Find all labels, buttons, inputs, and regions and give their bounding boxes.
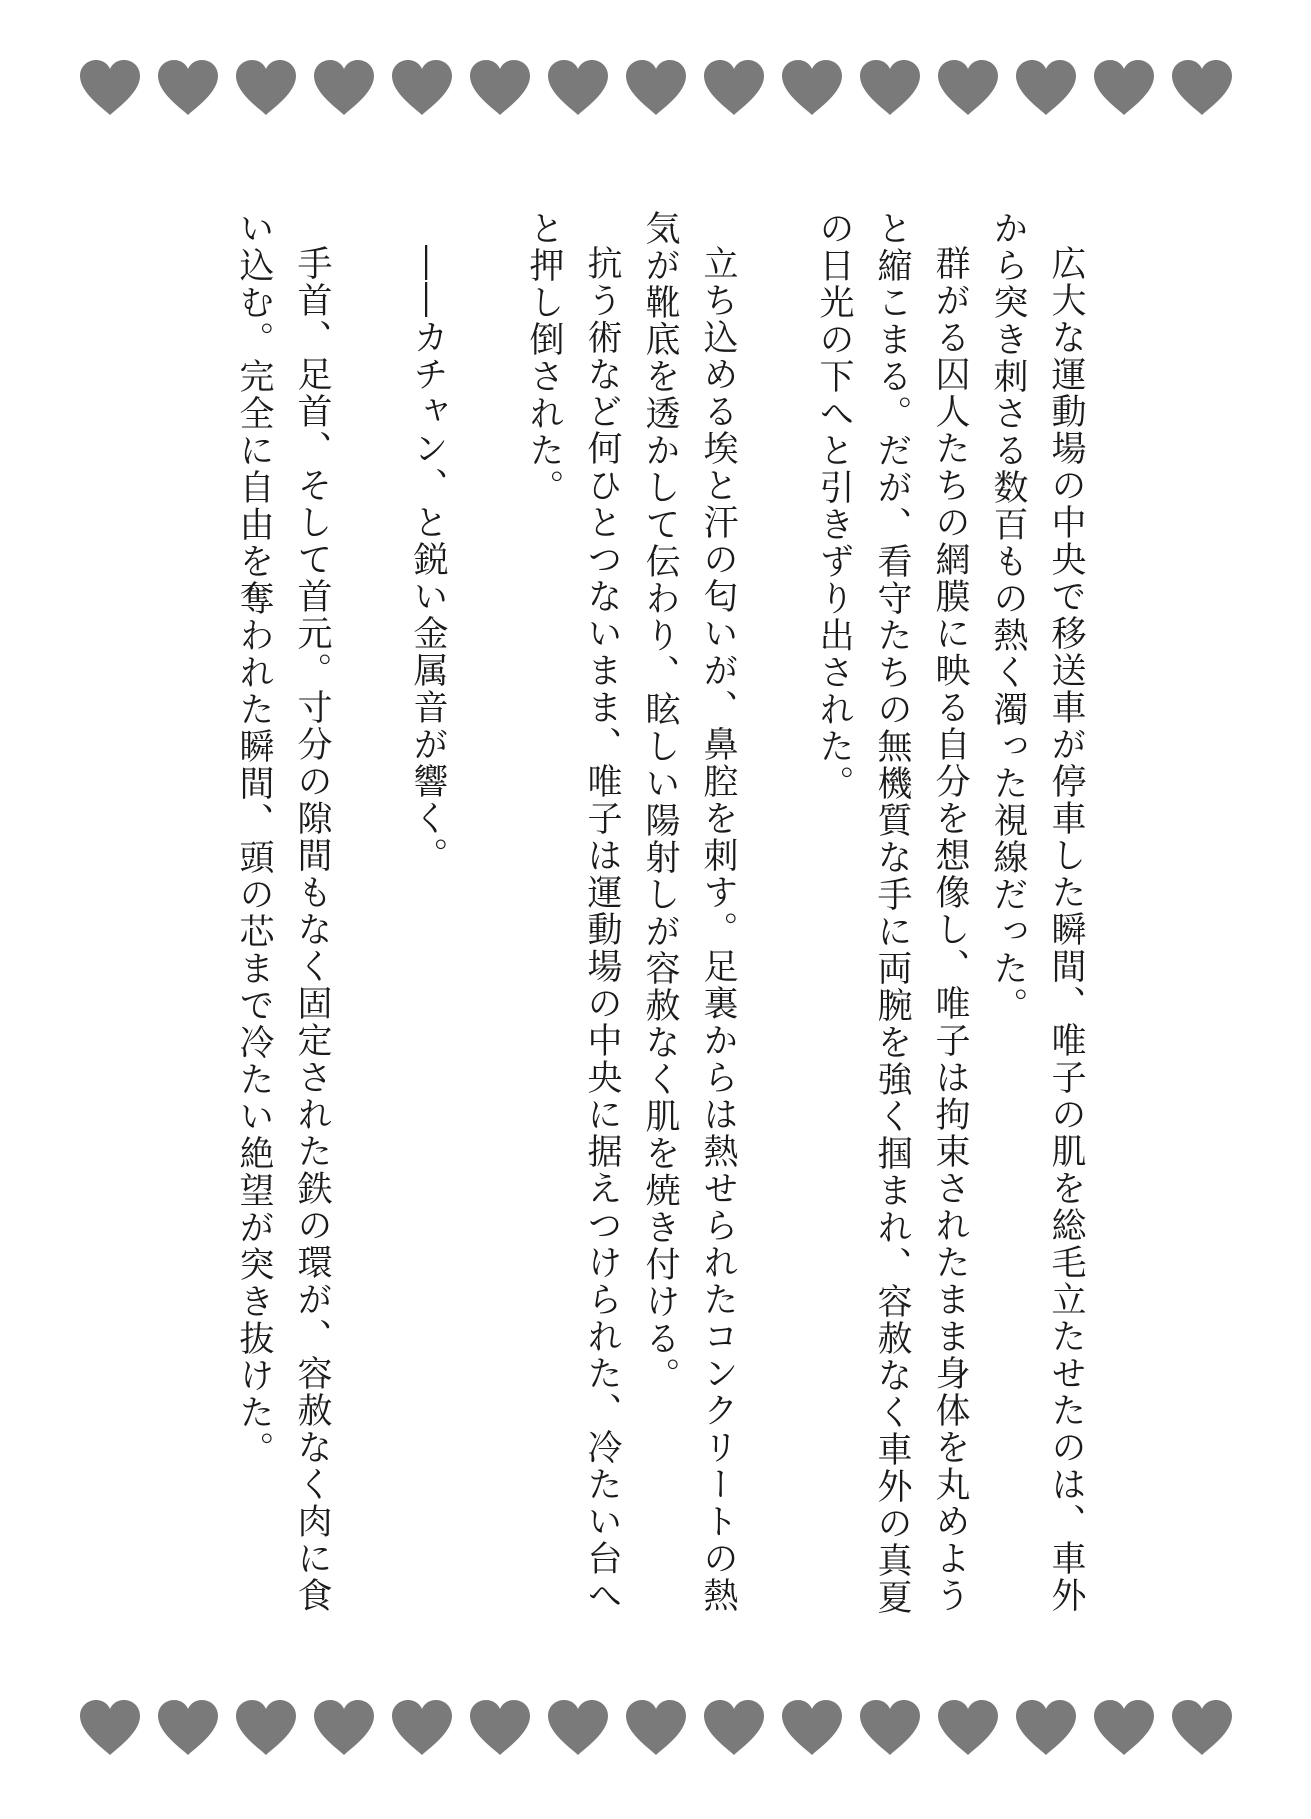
heart-icon xyxy=(468,1699,532,1757)
top-heart-border xyxy=(0,48,1311,128)
heart-icon xyxy=(156,59,220,117)
heart-icon xyxy=(780,59,844,117)
heart-icon xyxy=(390,1699,454,1757)
heart-icon xyxy=(780,1699,844,1757)
heart-icon xyxy=(78,1699,142,1757)
heart-icon xyxy=(312,59,376,117)
heart-icon xyxy=(702,1699,766,1757)
heart-icon xyxy=(858,1699,922,1757)
heart-icon xyxy=(702,59,766,117)
paragraph: ――カチャン、と鋭い金属音が響く。 xyxy=(408,245,448,874)
heart-icon xyxy=(234,1699,298,1757)
heart-icon xyxy=(156,1699,220,1757)
heart-icon xyxy=(1014,59,1078,117)
paragraph: 手首、足首、そして首元。寸分の隙間もなく固定された鉄の環が、容赦なく肉に食い込む。完全に自由を奪われた瞬間、頭の芯まで冷たい絶望が突き抜けた。 xyxy=(234,210,332,1614)
heart-icon xyxy=(624,59,688,117)
bottom-heart-border xyxy=(0,1688,1311,1768)
heart-icon xyxy=(546,1699,610,1757)
heart-icon xyxy=(546,59,610,117)
vertical-text-body xyxy=(215,210,1095,1630)
paragraph-spacer xyxy=(457,210,515,1630)
heart-icon xyxy=(1170,59,1234,117)
paragraph-spacer xyxy=(341,210,399,1630)
paragraph: 立ち込める埃と汗の匂いが、鼻腔を刺す。足裏からは熱せられたコンクリートの熱気が靴底を透かして伝わり、眩しい陽射しが容赦なく肌を焼き付ける。 xyxy=(640,210,738,1614)
heart-icon xyxy=(390,59,454,117)
heart-icon xyxy=(1170,1699,1234,1757)
heart-icon xyxy=(1092,59,1156,117)
paragraph-spacer xyxy=(747,210,805,1630)
heart-icon xyxy=(858,59,922,117)
heart-icon xyxy=(1014,1699,1078,1757)
heart-icon xyxy=(78,59,142,117)
heart-icon xyxy=(234,59,298,117)
heart-icon xyxy=(624,1699,688,1757)
paragraph: 群がる囚人たちの網膜に映る自分を想像し、唯子は拘束されたまま身体を丸めようと縮こまる。だが、看守たちの無機質な手に両腕を強く掴まれ、容赦なく車外の真夏の日光の下へと引きずり出された。 xyxy=(814,210,970,1616)
heart-icon xyxy=(936,1699,1000,1757)
heart-icon xyxy=(312,1699,376,1757)
paragraph: 抗う術など何ひとつないまま、唯子は運動場の中央に据えつけられた、冷たい台へと押し倒された。 xyxy=(524,210,622,1614)
heart-icon xyxy=(936,59,1000,117)
paragraph: 広大な運動場の中央で移送車が停車した瞬間、唯子の肌を総毛立たせたのは、車外から突き刺さる数百もの熱く濁った視線だった。 xyxy=(988,210,1086,1614)
heart-icon xyxy=(1092,1699,1156,1757)
heart-icon xyxy=(468,59,532,117)
